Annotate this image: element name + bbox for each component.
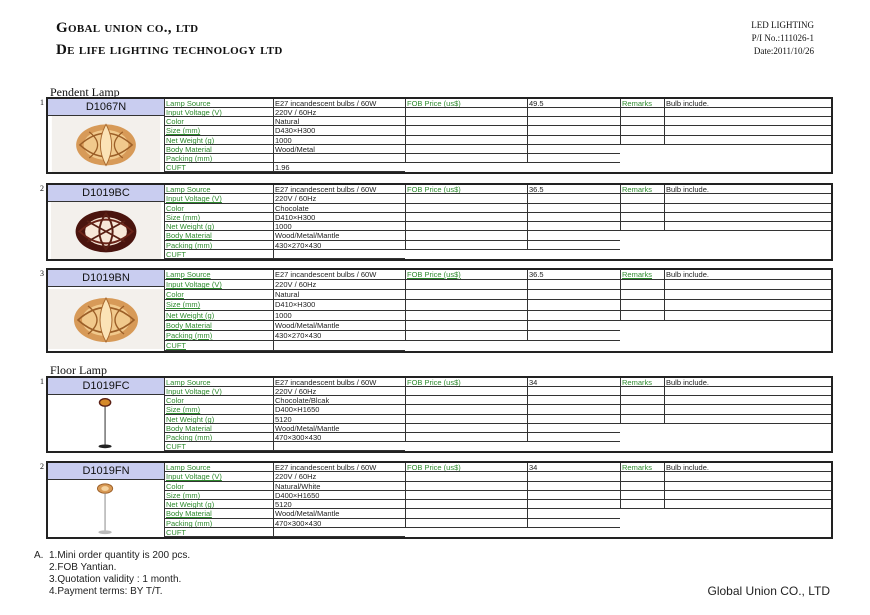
empty-cell	[664, 405, 831, 414]
remarks-label: Remarks	[620, 270, 664, 280]
spec-label: Color	[164, 204, 273, 213]
spec-label: Lamp Source	[164, 378, 273, 387]
empty-cell	[664, 472, 831, 481]
empty-cell	[620, 194, 664, 203]
empty-cell	[405, 290, 527, 300]
spec-value: Wood/Metal/Mantle	[273, 509, 405, 518]
empty-cell	[620, 136, 664, 145]
empty-cell	[405, 500, 527, 509]
spec-value: Natural	[273, 117, 405, 126]
spec-grid	[164, 378, 831, 451]
empty-cell	[664, 491, 831, 500]
spec-value: 5120	[273, 500, 405, 509]
empty-cell	[620, 117, 664, 126]
section-title-pendent: Pendent Lamp	[50, 85, 120, 99]
spec-label: Net Weight (g)	[164, 136, 273, 145]
spec-value: E27 incandescent bulbs / 60W	[273, 378, 405, 387]
spec-label: Body Material	[164, 424, 273, 433]
pendant-lamp-chocolate-icon	[48, 202, 164, 259]
empty-cell	[620, 300, 664, 310]
spec-value: 220V / 60Hz	[273, 472, 405, 481]
spec-value: E27 incandescent bulbs / 60W	[273, 463, 405, 472]
spec-grid	[164, 99, 831, 172]
spec-label: Packing (mm)	[164, 154, 273, 163]
fob-price-label: FOB Price (us$)	[405, 270, 527, 280]
spec-label: Lamp Source	[164, 185, 273, 194]
spec-label: CUFT	[164, 250, 273, 259]
spec-value: 1000	[273, 222, 405, 231]
spec-value: Natural	[273, 290, 405, 300]
empty-cell	[527, 500, 620, 509]
product-index: 3	[40, 269, 44, 278]
empty-cell	[405, 108, 527, 117]
empty-cell	[664, 290, 831, 300]
spec-value: D410×H300	[273, 300, 405, 310]
spec-value	[273, 341, 405, 351]
fob-price-value: 49.5	[527, 99, 620, 108]
empty-cell	[620, 482, 664, 491]
empty-cell	[664, 300, 831, 310]
remarks-value: Bulb include.	[664, 270, 831, 280]
remarks-value: Bulb include.	[664, 463, 831, 472]
empty-cell	[405, 331, 527, 341]
product-model: D1019BC	[48, 185, 165, 202]
empty-cell	[664, 222, 831, 231]
empty-cell	[405, 280, 527, 290]
spec-label: Size (mm)	[164, 213, 273, 222]
empty-cell	[405, 117, 527, 126]
spec-value: 5120	[273, 415, 405, 424]
product-model: D1019FN	[48, 463, 165, 480]
empty-cell	[527, 126, 620, 135]
empty-cell	[620, 204, 664, 213]
remarks-label: Remarks	[620, 99, 664, 108]
empty-cell	[405, 194, 527, 203]
empty-cell	[405, 136, 527, 145]
remarks-value: Bulb include.	[664, 99, 831, 108]
product-index: 1	[40, 377, 44, 386]
empty-cell	[527, 117, 620, 126]
spec-label: Size (mm)	[164, 491, 273, 500]
company-name-2: De life lighting technology ltd	[56, 42, 283, 58]
empty-cell	[527, 509, 620, 518]
spec-value: Wood/Metal	[273, 145, 405, 154]
empty-cell	[527, 108, 620, 117]
product-model: D1019BN	[48, 270, 165, 287]
spec-value: 430×270×430	[273, 331, 405, 341]
empty-cell	[527, 331, 620, 341]
spec-label: Size (mm)	[164, 300, 273, 310]
remarks-label: Remarks	[620, 185, 664, 194]
empty-cell	[527, 321, 620, 331]
spec-value	[273, 442, 405, 451]
empty-cell	[527, 194, 620, 203]
pi-number: P/I No.:111026-1	[751, 33, 814, 43]
notes-prefix: A.	[34, 550, 44, 561]
spec-value: Wood/Metal/Mantle	[273, 424, 405, 433]
spec-value: 1.96	[273, 163, 405, 172]
empty-cell	[405, 300, 527, 310]
empty-cell	[405, 491, 527, 500]
spec-value: D400×H1650	[273, 405, 405, 414]
product-card	[46, 183, 833, 261]
note-line: 4.Payment terms: BY T/T.	[49, 586, 163, 597]
empty-cell	[664, 500, 831, 509]
spec-label: Body Material	[164, 509, 273, 518]
empty-cell	[527, 491, 620, 500]
product-index: 2	[40, 462, 44, 471]
empty-cell	[405, 472, 527, 481]
spec-label: Lamp Source	[164, 99, 273, 108]
empty-cell	[405, 311, 527, 321]
empty-cell	[527, 396, 620, 405]
fob-price-value: 36.5	[527, 270, 620, 280]
product-card	[46, 97, 833, 174]
spec-label: Net Weight (g)	[164, 500, 273, 509]
empty-cell	[405, 424, 527, 433]
spec-value	[273, 154, 405, 163]
empty-cell	[405, 509, 527, 518]
product-index: 1	[40, 98, 44, 107]
spec-label: CUFT	[164, 442, 273, 451]
spec-grid	[164, 463, 831, 537]
spec-label: Input Voltage (V)	[164, 108, 273, 117]
empty-cell	[664, 280, 831, 290]
empty-cell	[664, 415, 831, 424]
empty-cell	[620, 415, 664, 424]
empty-cell	[405, 396, 527, 405]
empty-cell	[664, 482, 831, 491]
spec-value: Natural/White	[273, 482, 405, 491]
empty-cell	[405, 222, 527, 231]
company-name-1: Gobal union co., ltd	[56, 20, 199, 36]
empty-cell	[620, 290, 664, 300]
spec-value: 1000	[273, 136, 405, 145]
empty-cell	[527, 415, 620, 424]
empty-cell	[664, 213, 831, 222]
pendant-lamp-natural-icon	[48, 116, 164, 172]
spec-label: Color	[164, 117, 273, 126]
empty-cell	[405, 213, 527, 222]
spec-value: Wood/Metal/Mantle	[273, 231, 405, 240]
spec-value: 470×300×430	[273, 519, 405, 528]
empty-cell	[527, 213, 620, 222]
category-label: LED LIGHTING	[751, 20, 814, 30]
spec-label: Size (mm)	[164, 405, 273, 414]
floor-lamp-chocolate-icon	[48, 395, 164, 451]
spec-value: 430×270×430	[273, 241, 405, 250]
empty-cell	[620, 108, 664, 117]
spec-label: Size (mm)	[164, 126, 273, 135]
spec-grid	[164, 185, 831, 259]
empty-cell	[527, 204, 620, 213]
fob-price-label: FOB Price (us$)	[405, 185, 527, 194]
fob-price-value: 34	[527, 378, 620, 387]
spec-value: 220V / 60Hz	[273, 280, 405, 290]
empty-cell	[664, 396, 831, 405]
spec-label: Packing (mm)	[164, 519, 273, 528]
spec-label: Color	[164, 396, 273, 405]
spec-value: 220V / 60Hz	[273, 387, 405, 396]
empty-cell	[405, 231, 527, 240]
spec-label: Body Material	[164, 145, 273, 154]
spec-label: Net Weight (g)	[164, 415, 273, 424]
spec-value: Chocolate/Blcak	[273, 396, 405, 405]
empty-cell	[405, 241, 527, 250]
spec-label: Input Voltage (V)	[164, 194, 273, 203]
empty-cell	[527, 472, 620, 481]
spec-value: Chocolate	[273, 204, 405, 213]
empty-cell	[405, 154, 527, 163]
empty-cell	[405, 519, 527, 528]
empty-cell	[527, 145, 620, 154]
empty-cell	[405, 482, 527, 491]
spec-label: Input Voltage (V)	[164, 472, 273, 481]
spec-value: E27 incandescent bulbs / 60W	[273, 99, 405, 108]
note-line: 1.Mini order quantity is 200 pcs.	[49, 550, 191, 561]
empty-cell	[527, 136, 620, 145]
empty-cell	[620, 213, 664, 222]
empty-cell	[620, 126, 664, 135]
spec-grid	[164, 270, 831, 351]
spec-value: Wood/Metal/Mantle	[273, 321, 405, 331]
empty-cell	[620, 222, 664, 231]
empty-cell	[527, 482, 620, 491]
empty-cell	[620, 311, 664, 321]
product-card	[46, 461, 833, 539]
spec-value: E27 incandescent bulbs / 60W	[273, 185, 405, 194]
spec-label: Lamp Source	[164, 463, 273, 472]
document-date: Date:2011/10/26	[753, 46, 814, 56]
spec-label: Packing (mm)	[164, 331, 273, 341]
remarks-value: Bulb include.	[664, 185, 831, 194]
empty-cell	[620, 396, 664, 405]
empty-cell	[620, 405, 664, 414]
product-model: D1067N	[48, 99, 165, 116]
spec-label: CUFT	[164, 528, 273, 537]
remarks-label: Remarks	[620, 463, 664, 472]
remarks-label: Remarks	[620, 378, 664, 387]
product-index: 2	[40, 184, 44, 193]
note-line: 3.Quotation validity : 1 month.	[49, 574, 182, 585]
product-card	[46, 268, 833, 353]
spec-label: Input Voltage (V)	[164, 280, 273, 290]
note-line: 2.FOB Yantian.	[49, 562, 117, 573]
spec-label: Body Material	[164, 231, 273, 240]
fob-price-value: 36.5	[527, 185, 620, 194]
spec-value: 1000	[273, 311, 405, 321]
empty-cell	[620, 500, 664, 509]
spec-value: 220V / 60Hz	[273, 194, 405, 203]
fob-price-label: FOB Price (us$)	[405, 99, 527, 108]
spec-label: Packing (mm)	[164, 241, 273, 250]
spec-value	[273, 250, 405, 259]
spec-label: Net Weight (g)	[164, 311, 273, 321]
empty-cell	[405, 405, 527, 414]
empty-cell	[527, 387, 620, 396]
empty-cell	[527, 433, 620, 442]
empty-cell	[527, 280, 620, 290]
empty-cell	[527, 154, 620, 163]
empty-cell	[527, 311, 620, 321]
empty-cell	[405, 415, 527, 424]
empty-cell	[664, 126, 831, 135]
empty-cell	[664, 117, 831, 126]
product-model: D1019FC	[48, 378, 165, 395]
spec-value	[273, 528, 405, 537]
empty-cell	[405, 387, 527, 396]
floor-lamp-natural-icon	[48, 480, 164, 537]
empty-cell	[527, 424, 620, 433]
spec-label: Body Material	[164, 321, 273, 331]
empty-cell	[527, 300, 620, 310]
spec-label: CUFT	[164, 163, 273, 172]
spec-label: Input Voltage (V)	[164, 387, 273, 396]
spec-label: CUFT	[164, 341, 273, 351]
empty-cell	[527, 222, 620, 231]
empty-cell	[527, 231, 620, 240]
spec-value: D430×H300	[273, 126, 405, 135]
empty-cell	[405, 321, 527, 331]
spec-label: Color	[164, 290, 273, 300]
spec-value: 220V / 60Hz	[273, 108, 405, 117]
fob-price-label: FOB Price (us$)	[405, 463, 527, 472]
spec-label: Packing (mm)	[164, 433, 273, 442]
spec-value: E27 incandescent bulbs / 60W	[273, 270, 405, 280]
empty-cell	[527, 290, 620, 300]
empty-cell	[527, 519, 620, 528]
empty-cell	[527, 405, 620, 414]
empty-cell	[664, 204, 831, 213]
empty-cell	[620, 387, 664, 396]
empty-cell	[664, 108, 831, 117]
spec-label: Lamp Source	[164, 270, 273, 280]
remarks-value: Bulb include.	[664, 378, 831, 387]
spec-value: 470×300×430	[273, 433, 405, 442]
empty-cell	[620, 472, 664, 481]
empty-cell	[620, 280, 664, 290]
empty-cell	[664, 311, 831, 321]
spec-label: Net Weight (g)	[164, 222, 273, 231]
empty-cell	[664, 194, 831, 203]
empty-cell	[405, 126, 527, 135]
pendant-lamp-natural-icon	[48, 287, 164, 351]
empty-cell	[664, 136, 831, 145]
spec-label: Color	[164, 482, 273, 491]
fob-price-value: 34	[527, 463, 620, 472]
empty-cell	[405, 145, 527, 154]
product-card	[46, 376, 833, 453]
empty-cell	[527, 241, 620, 250]
empty-cell	[620, 491, 664, 500]
empty-cell	[664, 387, 831, 396]
spec-value: D410×H300	[273, 213, 405, 222]
fob-price-label: FOB Price (us$)	[405, 378, 527, 387]
empty-cell	[405, 433, 527, 442]
spec-value: D400×H1650	[273, 491, 405, 500]
empty-cell	[405, 204, 527, 213]
section-title-floor: Floor Lamp	[50, 363, 107, 377]
footer-company: Global Union CO., LTD	[707, 584, 830, 598]
